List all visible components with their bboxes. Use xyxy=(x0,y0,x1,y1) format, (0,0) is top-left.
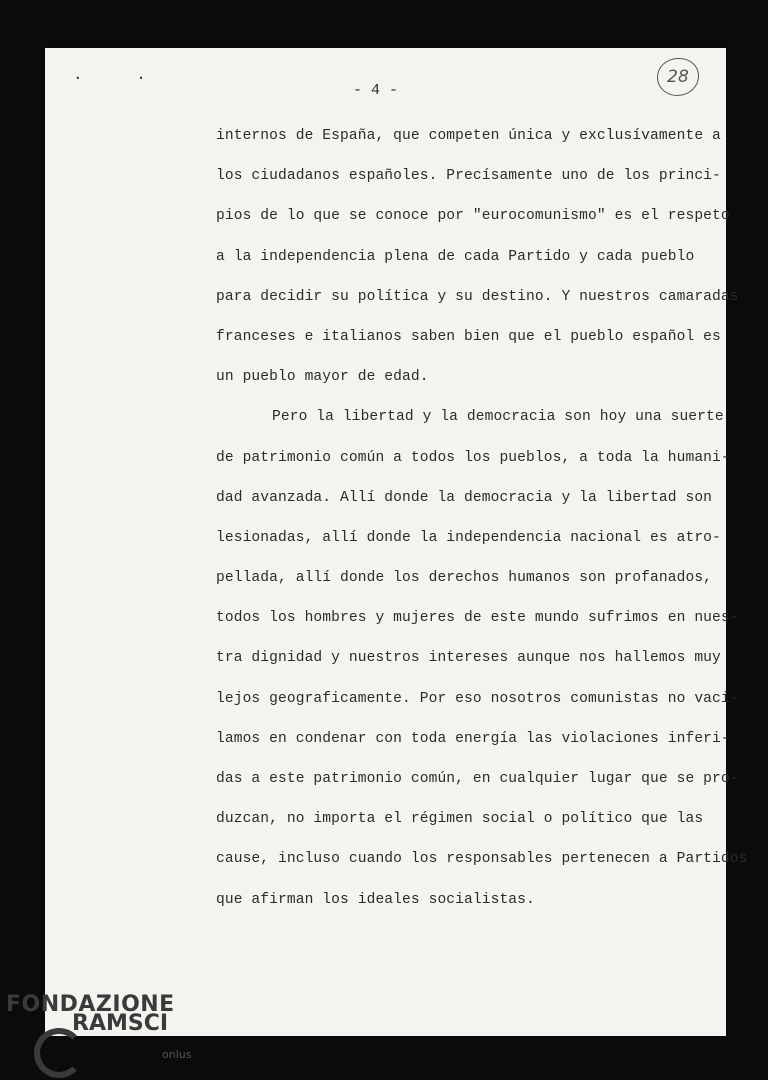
text-line: pios de lo que se conoce por "eurocomunismo" es el respeto xyxy=(216,208,730,225)
watermark-suffix: onlus xyxy=(162,1048,192,1061)
text-line: un pueblo mayor de edad. xyxy=(216,369,429,386)
folio-number: 28 xyxy=(667,67,689,87)
text-line: lejos geograficamente. Por eso nosotros comunistas no vaci- xyxy=(216,690,739,707)
text-line-indented: Pero la libertad y la democracia son hoy una suerte xyxy=(272,409,724,426)
text-line: cause, incluso cuando los responsables pertenecen a Partidos xyxy=(216,851,748,868)
document-page xyxy=(45,48,748,1036)
text-line: das a este patrimonio común, en cualquier lugar que se pro- xyxy=(216,771,739,787)
fondazione-gramsci-watermark xyxy=(6,992,192,1061)
text-line: para decidir su política y su destino. Y nuestros camaradas xyxy=(216,288,739,305)
corner-marks: . . xyxy=(73,66,168,84)
page-number-text: - 4 - xyxy=(352,82,398,99)
text-line: internos de España, que competen única y exclusívamente a xyxy=(216,128,721,144)
g-logo-icon xyxy=(34,1028,84,1078)
text-line: todos los hombres y mujeres de este mundo sufrimos en nues- xyxy=(216,610,739,627)
text-line: que afirman los ideales socialistas. xyxy=(216,891,535,908)
watermark-line2: RAMSCI xyxy=(72,1011,169,1036)
text-line: lesionadas, allí donde la independencia nacional es atro- xyxy=(216,529,721,546)
text-line: duzcan, no importa el régimen social o político que las xyxy=(216,811,704,828)
text-line: tra dignidad y nuestros intereses aunque nos hallemos muy xyxy=(216,650,721,667)
watermark-line1: FONDAZIONE xyxy=(6,992,175,1017)
page-number xyxy=(45,82,726,99)
body-text xyxy=(216,124,748,928)
text-line: pellada, allí donde los derechos humanos son profanados, xyxy=(216,570,713,587)
text-line: a la independencia plena de cada Partido y cada pueblo xyxy=(216,248,695,265)
text-line: lamos en condenar con toda energía las violaciones inferi- xyxy=(216,730,730,747)
text-line: de patrimonio común a todos los pueblos, a toda la humani- xyxy=(216,449,730,466)
text-line: los ciudadanos españoles. Precísamente uno de los princi- xyxy=(216,168,721,185)
text-line: dad avanzada. Allí donde la democracia y la libertad son xyxy=(216,489,713,506)
text-line: franceses e italianos saben bien que el pueblo español es xyxy=(216,328,721,345)
